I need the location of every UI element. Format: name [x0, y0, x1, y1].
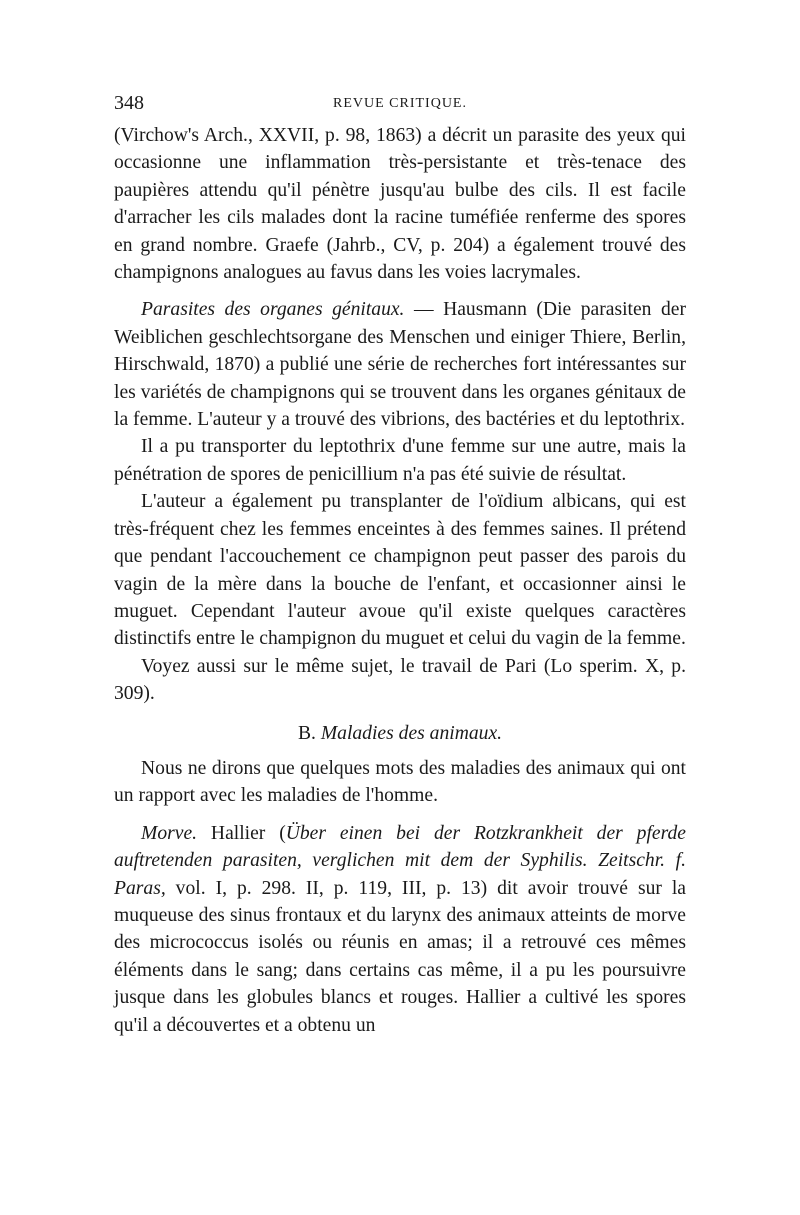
paragraph-text: vol. I, p. 298. II, p. 119, III, p. 13) dit avoir trouvé sur la muqueuse des sinus frontaux et du larynx des animaux atteints de morve des micrococcus isolés ou réunis en amas; il a retrouvé ces mêmes éléments dans le sang; dans certains cas même, il a pu les poursuivre jusque dans les globules blancs et rouges. Hallier a cultivé les spores qu'il a découvertes et a obtenu un [114, 877, 686, 1036]
page-header [114, 92, 686, 122]
paragraph-lead: Parasites des organes génitaux. [141, 299, 405, 321]
paragraph-text: — Hausmann (Die parasiten der Weiblichen geschlechtsorgane des Menschen und einiger Thiere, Berlin, Hirschwald, 1870) a publié une série de recherches fort intéressantes sur les variétés de champignons qui se trouvent dans les organes génitaux de la femme. L'auteur y a trouvé des vibrions, des bactéries et du leptothrix. [114, 299, 686, 431]
paragraph-parasites-genitaux [114, 296, 686, 433]
section-heading [114, 720, 686, 747]
paragraph-pari: Voyez aussi sur le même sujet, le travail de Pari (Lo sperim. X, p. 309). [114, 655, 686, 705]
paragraph-author: Hallier ( [197, 822, 286, 844]
section-letter: B. [297, 722, 316, 744]
page [114, 92, 686, 1039]
paragraph-leptothrix: Il a pu transporter du leptothrix d'une femme sur une autre, mais la pénétration de spores de penicillium n'a pas été suivie de résultat. [114, 436, 686, 485]
body-text [114, 122, 686, 1039]
paragraph-animaux: Nous ne dirons que quelques mots des maladies des animaux qui ont un rapport avec les maladies de l'homme. [114, 757, 686, 807]
page-number: 348 [114, 92, 144, 114]
paragraph-virchow: (Virchow's Arch., XXVII, p. 98, 1863) a décrit un parasite des yeux qui occasionne une inflammation très-persistante et très-tenace des paupières attendu qu'il pénètre jusqu'au bulbe des cils. Il est facile d'arracher les cils malades dont la racine tuméfiée renferme des spores en grand nombre. Graefe (Jahrb., CV, p. 204) a également trouvé des champignons analogues au favus dans les voies lacrymales. [114, 125, 686, 284]
paragraph-morve [114, 820, 686, 1039]
paragraph-reference: Über einen bei der Rotzkrankheit der pferde auftretenden parasiten, verglichen mit dem der Syphilis. Zeitschr. f. Paras, [114, 822, 686, 899]
section-title: Maladies des animaux. [320, 722, 503, 744]
paragraph-lead: Morve. [141, 822, 198, 844]
running-title: REVUE CRITIQUE. [333, 96, 467, 111]
paragraph-oidium: L'auteur a également pu transplanter de l'oïdium albicans, qui est très-fréquent chez les femmes enceintes à des femmes saines. Il prétend que pendant l'accouchement ce champignon peut passer des parois du vagin de la mère dans la bouche de l'enfant, et occasionner ainsi le muguet. Cependant l'auteur avoue qu'il existe quelques caractères distinctifs entre le champignon du muguet et celui du vagin de la femme. [114, 491, 686, 650]
